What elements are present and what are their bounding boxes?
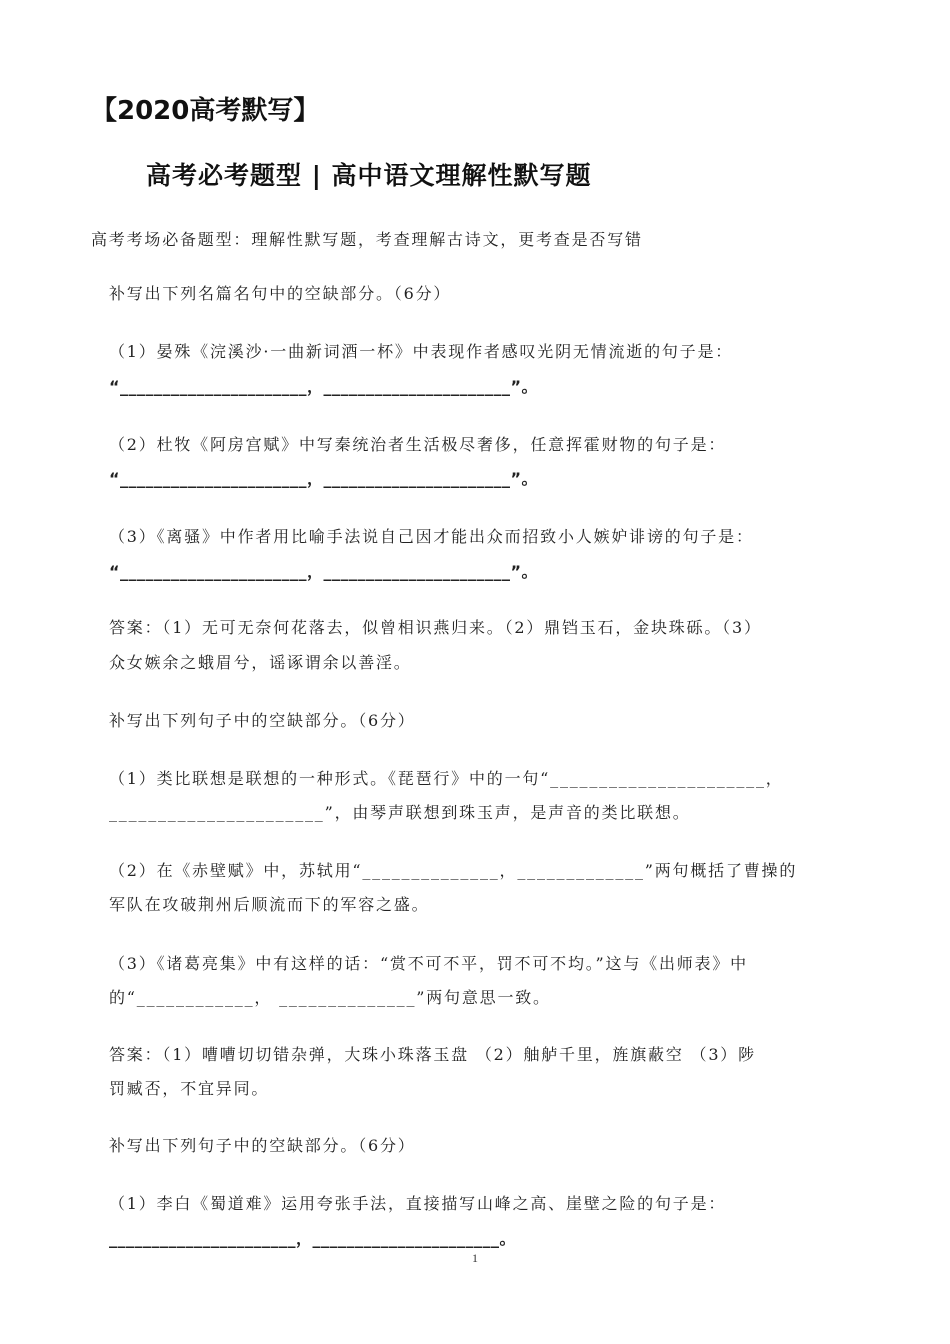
- question-text: （1）晏殊《浣溪沙·一曲新词酒一杯》中表现作者感叹光阴无情流逝的句子是：: [109, 342, 734, 361]
- question-text: （1）类比联想是联想的一种形式。《琵琶行》中的一句“______________________，: [109, 769, 784, 788]
- answer-blank: “______________________，______________________”。: [109, 469, 539, 488]
- page-number: 1: [472, 1251, 478, 1265]
- answer-text: 答案：（1）无可无奈何花落去，似曾相识燕归来。（2）鼎铛玉石，金块珠砾。（3）: [109, 618, 762, 637]
- question-text: 的“____________， ______________”两句意思一致。: [109, 988, 551, 1007]
- section-1-heading: 补写出下列名篇名句中的空缺部分。（6分）: [109, 284, 452, 303]
- intro-text: 高考考场必备题型：理解性默写题，考查理解古诗文，更考查是否写错: [91, 230, 643, 249]
- section-2-heading: 补写出下列句子中的空缺部分。（6分）: [109, 711, 416, 730]
- question-text: （1）李白《蜀道难》运用夸张手法，直接描写山峰之高、崖壁之险的句子是：: [109, 1194, 727, 1213]
- answer-blank: “______________________，______________________”。: [109, 562, 539, 581]
- answer-blank: “______________________，______________________”。: [109, 377, 539, 396]
- question-text: 军队在攻破荆州后顺流而下的军容之盛。: [109, 895, 430, 914]
- answer-text: 罚臧否，不宜异同。: [109, 1079, 270, 1098]
- question-text: （3）《离骚》中作者用比喻手法说自己因才能出众而招致小人嫉妒诽谤的句子是：: [109, 527, 754, 546]
- document-title: 【2020高考默写】: [91, 96, 320, 126]
- section-3-heading: 补写出下列句子中的空缺部分。（6分）: [109, 1136, 416, 1155]
- question-text: ______________________”，由琴声联想到珠玉声，是声音的类比联想。: [109, 803, 691, 822]
- question-text: （2）杜牧《阿房宫赋》中写秦统治者生活极尽奢侈，任意挥霍财物的句子是：: [109, 435, 727, 454]
- answer-text: 众女嫉余之蛾眉兮，谣诼谓余以善淫。: [109, 653, 412, 672]
- document-subtitle: 高考必考题型 | 高中语文理解性默写题: [146, 161, 592, 190]
- question-text: （2）在《赤壁赋》中，苏轼用“______________，_____________”两句概括了曹操的: [109, 861, 798, 880]
- answer-text: 答案：（1）嘈嘈切切错杂弹，大珠小珠落玉盘 （2）舳舻千里，旌旗蔽空 （3）陟: [109, 1045, 756, 1064]
- answer-blank: ______________________，______________________。: [109, 1229, 517, 1248]
- question-text: （3）《诸葛亮集》中有这样的话：“赏不可不平，罚不可不均。”这与《出师表》中: [109, 954, 748, 973]
